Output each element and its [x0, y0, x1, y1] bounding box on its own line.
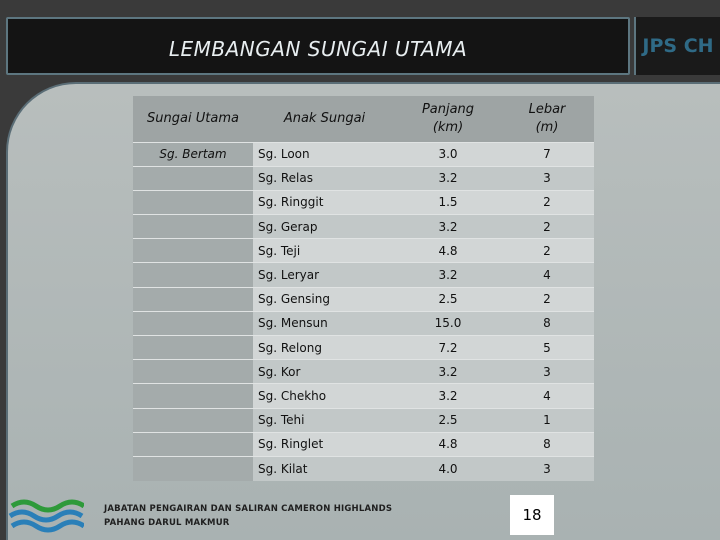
cell-anak-sungai: Sg. Teji [253, 239, 396, 263]
cell-panjang: 4.8 [396, 239, 500, 263]
cell-sungai-utama [133, 239, 253, 263]
table-body [133, 142, 594, 481]
column-header-anak-sungai: Anak Sungai [253, 96, 396, 142]
cell-lebar: 4 [500, 263, 594, 287]
cell-anak-sungai: Sg. Leryar [253, 263, 396, 287]
cell-lebar: 7 [500, 142, 594, 166]
cell-anak-sungai: Sg. Chekho [253, 384, 396, 408]
cell-sungai-utama: Sg. Bertam [133, 142, 253, 166]
page-number: 18 [510, 495, 554, 535]
cell-lebar: 1 [500, 408, 594, 432]
cell-lebar: 8 [500, 432, 594, 456]
table-row [133, 287, 594, 311]
cell-panjang: 4.0 [396, 456, 500, 480]
footer-organization [104, 502, 392, 530]
cell-sungai-utama [133, 215, 253, 239]
cell-sungai-utama [133, 311, 253, 335]
table-row [133, 263, 594, 287]
jps-logo: JPS CH [634, 17, 720, 75]
cell-panjang: 2.5 [396, 408, 500, 432]
cell-anak-sungai: Sg. Ringlet [253, 432, 396, 456]
cell-sungai-utama [133, 360, 253, 384]
table-row [133, 336, 594, 360]
title-bar [6, 17, 630, 75]
cell-panjang: 3.2 [396, 263, 500, 287]
cell-sungai-utama [133, 287, 253, 311]
column-header-panjang [396, 96, 500, 142]
cell-anak-sungai: Sg. Gerap [253, 215, 396, 239]
cell-anak-sungai: Sg. Mensun [253, 311, 396, 335]
cell-panjang: 3.2 [396, 166, 500, 190]
column-header-lebar [500, 96, 594, 142]
cell-sungai-utama [133, 408, 253, 432]
cell-lebar: 2 [500, 287, 594, 311]
cell-panjang: 4.8 [396, 432, 500, 456]
table-row [133, 166, 594, 190]
cell-panjang: 2.5 [396, 287, 500, 311]
cell-sungai-utama [133, 456, 253, 480]
cell-anak-sungai: Sg. Ringgit [253, 190, 396, 214]
cell-lebar: 5 [500, 336, 594, 360]
table-row [133, 142, 594, 166]
table-row [133, 190, 594, 214]
cell-sungai-utama [133, 384, 253, 408]
footer-line-2: PAHANG DARUL MAKMUR [104, 518, 230, 528]
cell-lebar: 2 [500, 190, 594, 214]
cell-lebar: 4 [500, 384, 594, 408]
cell-panjang: 3.2 [396, 360, 500, 384]
cell-anak-sungai: Sg. Gensing [253, 287, 396, 311]
cell-lebar: 2 [500, 239, 594, 263]
cell-sungai-utama [133, 432, 253, 456]
cell-panjang: 3.2 [396, 384, 500, 408]
cell-lebar: 3 [500, 456, 594, 480]
cell-anak-sungai: Sg. Relong [253, 336, 396, 360]
cell-lebar: 8 [500, 311, 594, 335]
jps-waves-logo [8, 494, 84, 538]
column-header-lebar-label: Lebar (m) [528, 101, 566, 135]
table-row [133, 360, 594, 384]
cell-sungai-utama [133, 166, 253, 190]
table-row [133, 215, 594, 239]
cell-panjang: 1.5 [396, 190, 500, 214]
river-table [133, 96, 594, 481]
cell-panjang: 3.0 [396, 142, 500, 166]
table-row [133, 239, 594, 263]
cell-anak-sungai: Sg. Relas [253, 166, 396, 190]
cell-lebar: 2 [500, 215, 594, 239]
slide-title: LEMBANGAN SUNGAI UTAMA [168, 37, 468, 61]
table-row [133, 432, 594, 456]
table-row [133, 408, 594, 432]
cell-lebar: 3 [500, 360, 594, 384]
cell-panjang: 3.2 [396, 215, 500, 239]
table-row [133, 311, 594, 335]
cell-panjang: 15.0 [396, 311, 500, 335]
cell-anak-sungai: Sg. Tehi [253, 408, 396, 432]
cell-sungai-utama [133, 190, 253, 214]
cell-anak-sungai: Sg. Kilat [253, 456, 396, 480]
table-row [133, 456, 594, 480]
cell-panjang: 7.2 [396, 336, 500, 360]
table-row [133, 384, 594, 408]
column-header-panjang-label: Panjang (km) [421, 101, 475, 135]
cell-sungai-utama [133, 336, 253, 360]
cell-lebar: 3 [500, 166, 594, 190]
cell-anak-sungai: Sg. Kor [253, 360, 396, 384]
column-header-sungai-utama: Sungai Utama [133, 96, 253, 142]
footer-line-1: JABATAN PENGAIRAN DAN SALIRAN CAMERON HIGHLANDS [104, 504, 393, 514]
cell-anak-sungai: Sg. Loon [253, 142, 396, 166]
cell-sungai-utama [133, 263, 253, 287]
table-header-row [133, 96, 594, 142]
